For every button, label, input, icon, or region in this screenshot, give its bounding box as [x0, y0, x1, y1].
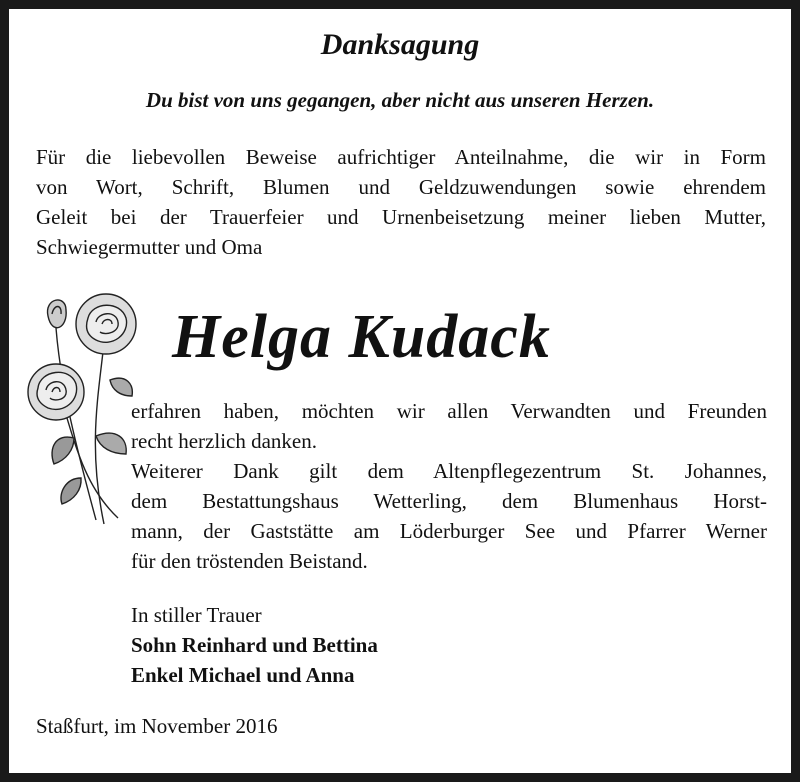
- roses-illustration: [26, 288, 146, 528]
- signature-line: Sohn Reinhard und Bettina: [131, 633, 378, 657]
- place-date: Staßfurt, im November 2016: [36, 714, 278, 738]
- thanks-paragraph: [131, 396, 767, 576]
- motto: Du bist von uns gegangen, aber nicht aus unseren Herzen.: [145, 88, 655, 112]
- deceased-name: Helga Kudack: [172, 303, 551, 371]
- thanks-line: mann, der Gaststätte am Löderburger See und Pfarrer Werner: [131, 519, 767, 543]
- signature-block: [131, 600, 378, 690]
- thanks-line: für den tröstenden Beistand.: [131, 549, 368, 573]
- intro-line: Geleit bei der Trauerfeier und Urnenbeisetzung meiner lieben Mutter,: [36, 205, 766, 229]
- intro-line: Schwiegermutter und Oma: [36, 235, 263, 259]
- signature-line: Enkel Michael und Anna: [131, 663, 355, 687]
- notice-heading: Danksagung: [320, 28, 480, 61]
- intro-line: Für die liebevollen Beweise aufrichtiger Anteilnahme, die wir in Form: [36, 145, 766, 169]
- thanks-line: erfahren haben, möchten wir allen Verwandten und Freunden: [131, 399, 767, 423]
- thanks-line: dem Bestattungshaus Wetterling, dem Blumenhaus Horst-: [131, 489, 767, 513]
- thanks-line: Weiterer Dank gilt dem Altenpflegezentrum St. Johannes,: [131, 459, 767, 483]
- intro-line: von Wort, Schrift, Blumen und Geldzuwendungen sowie ehrendem: [36, 175, 766, 199]
- signature-intro: In stiller Trauer: [131, 603, 262, 627]
- intro-paragraph: [36, 142, 766, 262]
- thanks-line: recht herzlich danken.: [131, 429, 317, 453]
